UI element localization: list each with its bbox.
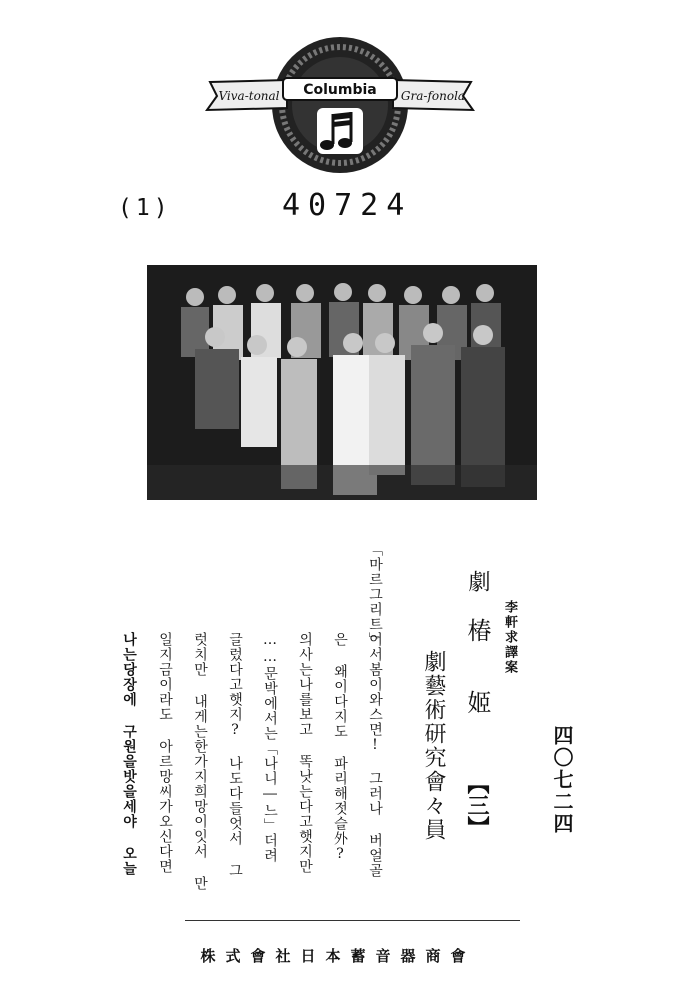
performers-credit: 劇藝術研究會々員 [421, 650, 446, 842]
left-banner-text: Viva-tonal [218, 89, 280, 103]
part-number: 【三】 [464, 772, 490, 838]
catalog-number: 40724 [282, 188, 413, 223]
genre-label: 劇 [465, 570, 490, 592]
dialogue-line: 어서봄이와스면! 그러나 버얼골 [367, 632, 383, 878]
brand-name: Columbia [303, 82, 377, 98]
speaker-name: 「마르그리트」 [367, 542, 383, 647]
dialogue-line: ……문박에서는「나니―느」더려 [262, 632, 278, 863]
adapter-credit: 李軒求譯案 [502, 600, 517, 675]
dialogue-line: 럿치만 내게는한가지희망이잇서 만 [192, 632, 208, 891]
dialogue-line: 의사는나를보고 똑낫는다고햇지만 [297, 632, 313, 874]
columbia-logo [205, 30, 475, 180]
dialogue-line: 일지금이라도 아르망씨가오신다면 [157, 632, 173, 874]
side-number: (1) [118, 195, 172, 221]
right-catalog-number: 四〇七二四 [550, 725, 574, 835]
publisher-footer: 株式會社日本蓄音器商會 [200, 947, 476, 965]
dialogue-line: 나는당장에 구원을밧을세야 오늘 [121, 632, 137, 876]
dialogue-line: 글렀다고햇지? 나도다들엇서 그 [227, 632, 243, 878]
group-photo [147, 265, 537, 500]
footer-rule [185, 920, 520, 921]
double-eighth-note-icon [317, 108, 363, 154]
right-banner-text: Gra-fonola [400, 89, 466, 103]
dialogue-line: 은 왜이다지도 파리해젓슬外? [332, 632, 348, 863]
drama-title: 椿 姬 [463, 618, 491, 724]
